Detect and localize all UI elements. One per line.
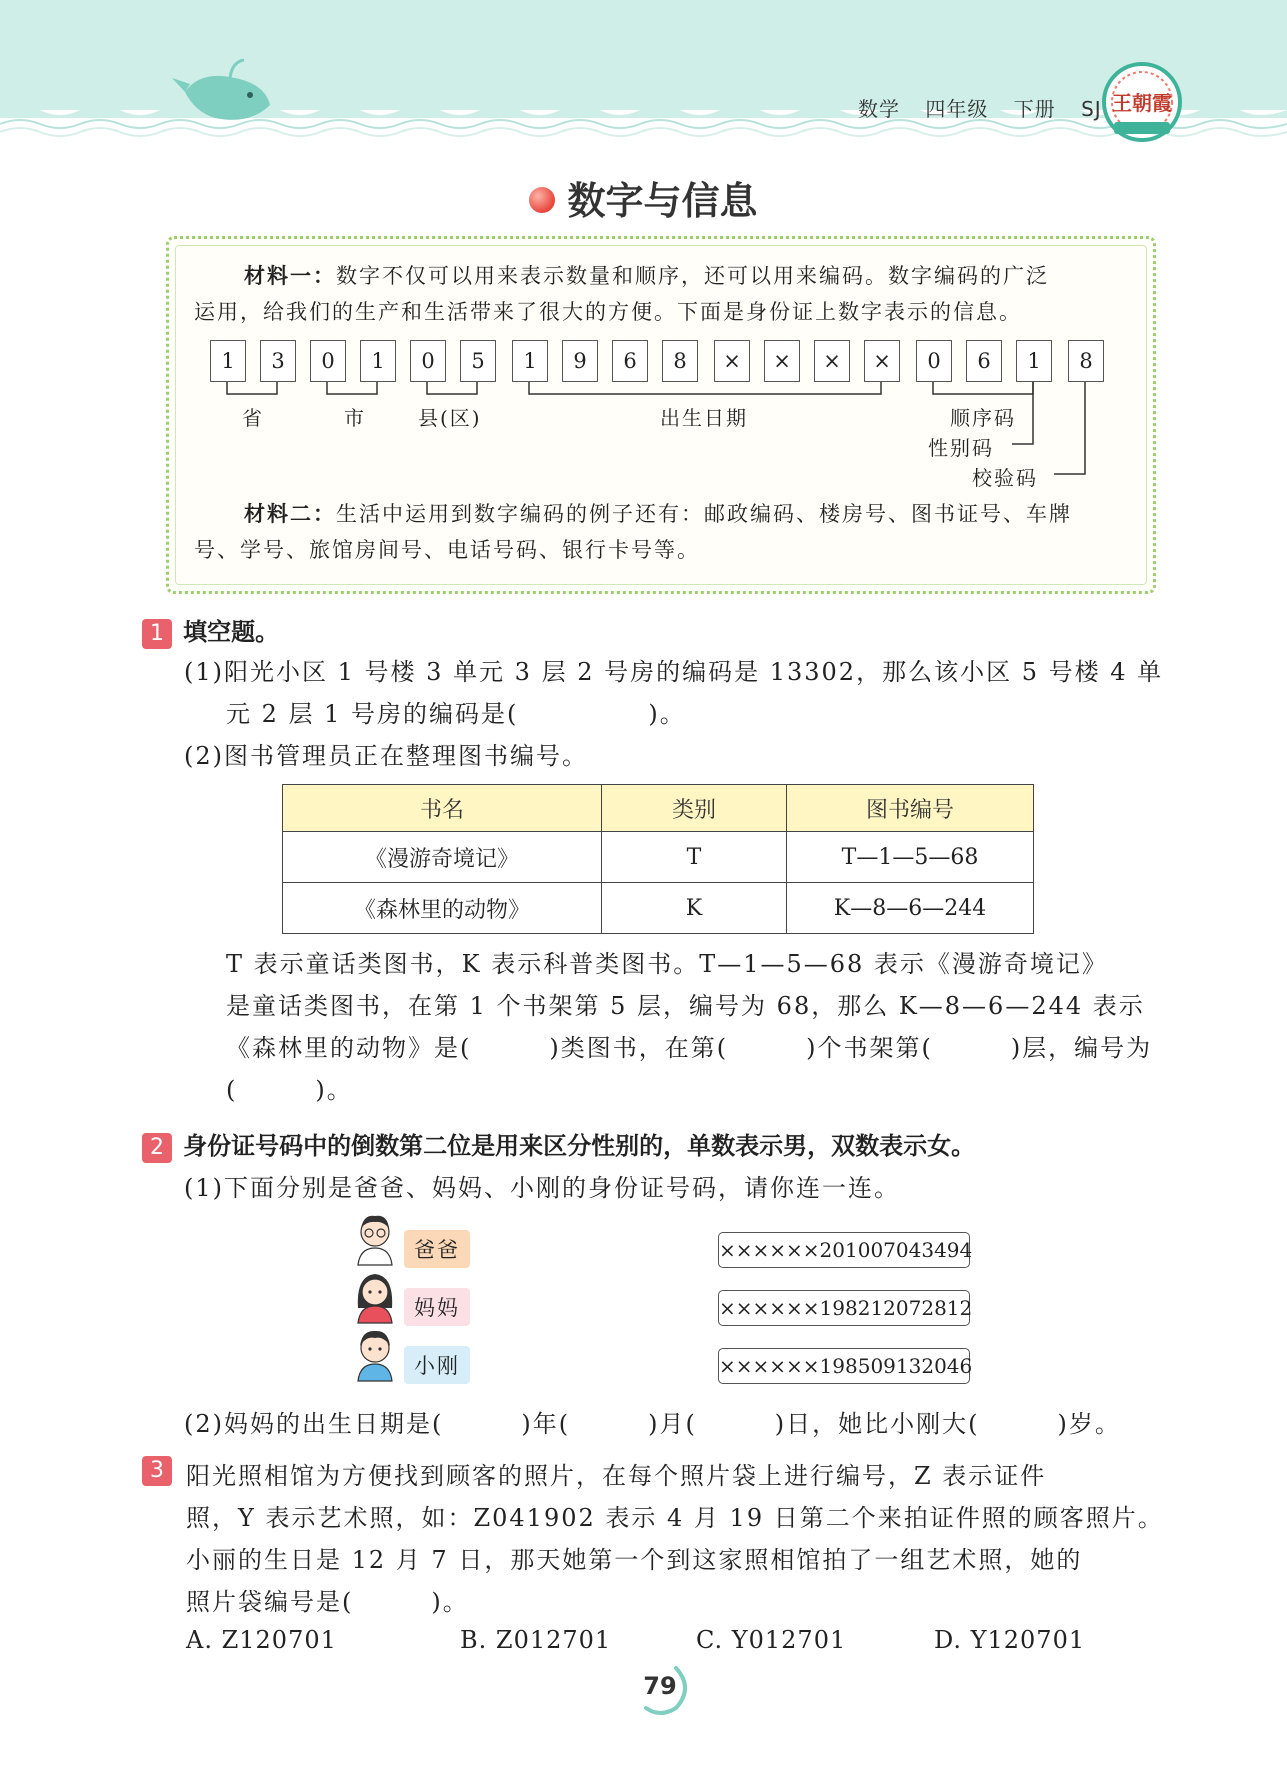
table-cell: T—1—5—68: [787, 832, 1034, 883]
son-avatar: [350, 1326, 400, 1382]
id-digit: 1: [512, 340, 548, 382]
q2-part1-line: (1)下面分别是爸爸、妈妈、小刚的身份证号码，请你连一连。: [184, 1174, 900, 1202]
id-digit: 8: [662, 340, 698, 382]
id-number-box: ××××××201007043494: [718, 1232, 970, 1268]
option-a: A. Z120701: [186, 1626, 337, 1654]
question-2-header: [142, 1126, 975, 1163]
person-label-mom: 妈妈: [404, 1288, 470, 1326]
grade-label: 四年级: [925, 97, 989, 121]
volume-label: 下册: [1013, 97, 1056, 121]
q1-part1-line2: 元 2 层 1 号房的编码是( )。: [226, 700, 686, 728]
q2-part2-line: (2)妈妈的出生日期是( )年( )月( )日，她比小刚大( )岁。: [184, 1410, 1121, 1438]
table-cell: 《森林里的动物》: [283, 883, 602, 934]
question-title: 填空题。: [183, 618, 280, 646]
option-c: C. Y012701: [696, 1626, 847, 1654]
page-title-text: 数字与信息: [567, 179, 758, 223]
question-3-header: [142, 1456, 172, 1486]
id-digit: ×: [864, 340, 900, 382]
id-digit: 1: [1016, 340, 1052, 382]
q1-desc-line2: 是童话类图书，在第 1 个书架第 5 层，编号为 68，那么 K—8—6—244 表示: [226, 992, 1145, 1020]
table-cell: 《漫游奇境记》: [283, 832, 602, 883]
q3-line3: 小丽的生日是 12 月 7 日，那天她第一个到这家照相馆拍了一组艺术照，她的: [186, 1546, 1083, 1574]
id-digit: ×: [764, 340, 800, 382]
caption-gender: 性别码: [928, 436, 994, 460]
id-digit: 9: [562, 340, 598, 382]
id-digit: 1: [210, 340, 246, 382]
table-row: [283, 832, 1034, 883]
q1-desc-line3: 《森林里的动物》是( )类图书，在第( )个书架第( )层，编号为: [226, 1034, 1153, 1062]
question-number: 3: [142, 1456, 172, 1486]
question-number: 1: [142, 619, 172, 649]
id-number-box: ××××××198212072812: [718, 1290, 970, 1326]
table-cell: K—8—6—244: [787, 883, 1034, 934]
id-digit: 0: [410, 340, 446, 382]
option-b: B. Z012701: [460, 1626, 612, 1654]
table-header-cell: 图书编号: [787, 785, 1034, 832]
id-digit: ×: [814, 340, 850, 382]
id-digit: 0: [916, 340, 952, 382]
material1-line1: 材料一：数字不仅可以用来表示数量和顺序，还可以用来编码。数字编码的广泛: [244, 263, 1049, 288]
caption-county: 县(区): [418, 406, 482, 430]
id-digit: 3: [260, 340, 296, 382]
table-header-row: [283, 785, 1034, 832]
option-d: D. Y120701: [934, 1626, 1086, 1654]
material1-label: 材料一：: [244, 263, 336, 288]
material2-line2: 号、学号、旅馆房间号、电话号码、银行卡号等。: [194, 538, 700, 562]
q1-part2-line: (2)图书管理员正在整理图书编号。: [184, 742, 588, 770]
id-digit: 6: [966, 340, 1002, 382]
question-number: 2: [142, 1133, 172, 1163]
q1-part1-line1: (1)阳光小区 1 号楼 3 单元 3 层 2 号房的编码是 13302，那么该小区 5 号楼 4 单: [184, 658, 1164, 686]
brand-name: 王朝霞: [1112, 91, 1172, 115]
person-label-dad: 爸爸: [404, 1230, 470, 1268]
caption-city: 市: [344, 406, 366, 430]
table-row: [283, 883, 1034, 934]
caption-checksum: 校验码: [972, 466, 1038, 490]
caption-province: 省: [242, 406, 264, 430]
edition-label: SJ: [1081, 97, 1102, 121]
id-digit: ×: [714, 340, 750, 382]
table-header-cell: 书名: [283, 785, 602, 832]
q1-desc-line1: T 表示童话类图书，K 表示科普类图书。T—1—5—68 表示《漫游奇境记》: [226, 950, 1108, 978]
q3-line1: 阳光照相馆为方便找到顾客的照片，在每个照片袋上进行编号，Z 表示证件: [186, 1462, 1047, 1490]
book-table: [282, 784, 1034, 934]
material2-line1: 材料二：生活中运用到数字编码的例子还有：邮政编码、楼房号、图书证号、车牌: [244, 501, 1072, 526]
material2-label: 材料二：: [244, 501, 336, 526]
dad-avatar: [350, 1210, 400, 1266]
id-digit: 0: [310, 340, 346, 382]
subject-label: 数学: [858, 97, 900, 121]
id-digit: 8: [1068, 340, 1104, 382]
id-brackets: [0, 0, 1287, 500]
question-title: 身份证号码中的倒数第二位是用来区分性别的，单数表示男，双数表示女。: [183, 1132, 976, 1160]
table-cell: T: [602, 832, 787, 883]
mom-avatar: [350, 1268, 400, 1324]
id-digit: 5: [460, 340, 496, 382]
q1-desc-line4: ( )。: [226, 1076, 353, 1104]
id-digit: 6: [612, 340, 648, 382]
page-number: 79: [643, 1672, 677, 1700]
material1-line2: 运用，给我们的生产和生活带来了很大的方便。下面是身份证上数字表示的信息。: [194, 300, 1022, 324]
table-header-cell: 类别: [602, 785, 787, 832]
id-number-box: ××××××198509132046: [718, 1348, 970, 1384]
id-digit: 1: [360, 340, 396, 382]
caption-birthdate: 出生日期: [660, 406, 748, 430]
q3-line2: 照，Y 表示艺术照，如：Z041902 表示 4 月 19 日第二个来拍证件照的顾客照片。: [186, 1504, 1164, 1532]
person-label-son: 小刚: [404, 1346, 470, 1384]
table-cell: K: [602, 883, 787, 934]
caption-sequence: 顺序码: [950, 406, 1016, 430]
q3-line4: 照片袋编号是( )。: [186, 1588, 469, 1616]
question-1-header: [142, 612, 279, 649]
